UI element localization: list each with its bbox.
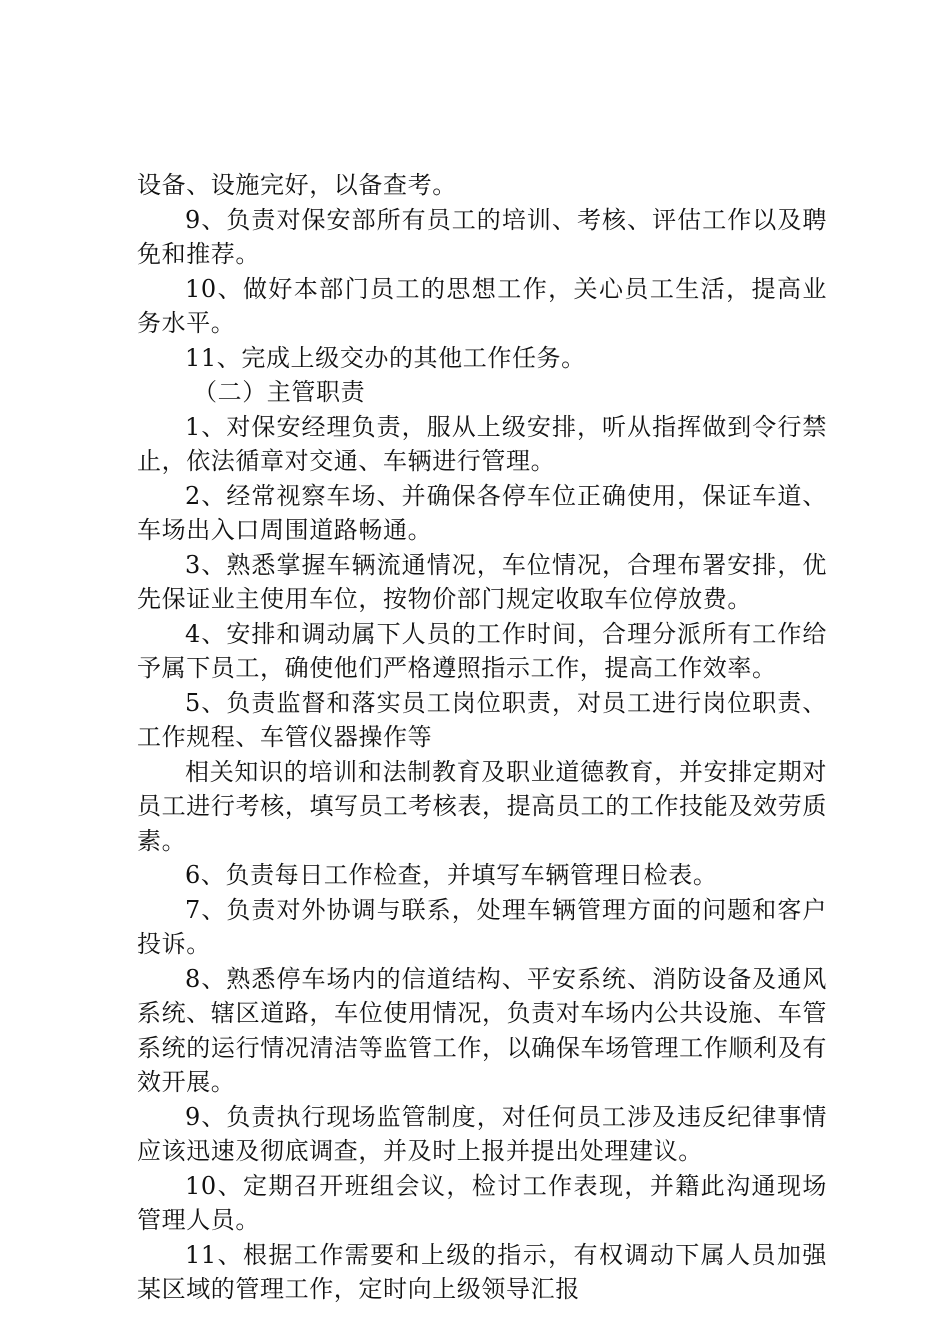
paragraph-item: 11、根据工作需要和上级的指示，有权调动下属人员加强某区域的管理工作，定时向上级领导汇报 [137,1240,827,1303]
paragraph-item-11: 11、完成上级交办的其他工作任务。 [185,343,586,372]
paragraph-item: 2、经常视察车场、并确保各停车位正确使用，保证车道、车场出入口周围道路畅通。 [137,481,827,544]
paragraph-continuation: 设备、设施完好，以备查考。 [137,171,457,199]
paragraph-item: 8、熟悉停车场内的信道结构、平安系统、消防设备及通风系统、辖区道路，车位使用情况，负责对车场内公共设施、车管系统的运行情况清洁等监管工作，以确保车场管理工作顺利及有效开展。 [137,964,827,1096]
paragraph-item-10: 10、做好本部门员工的思想工作，关心员工生活，提高业务水平。 [137,274,827,337]
paragraph-item: 相关知识的培训和法制教育及职业道德教育，并安排定期对员工进行考核，填写员工考核表，提高员工的工作技能及效劳质素。 [137,757,827,855]
paragraph-item: 4、安排和调动属下人员的工作时间，合理分派所有工作给予属下员工，确使他们严格遵照指示工作，提高工作效率。 [137,619,827,682]
paragraph-item: 7、负责对外协调与联系，处理车辆管理方面的问题和客户投诉。 [137,895,827,958]
paragraph-item: 6、负责每日工作检查，并填写车辆管理日检表。 [185,861,718,889]
paragraph-item: 3、熟悉掌握车辆流通情况，车位情况，合理布署安排，优先保证业主使用车位，按物价部门规定收取车位停放费。 [137,550,827,613]
paragraph-item: 1、对保安经理负责，服从上级安排，听从指挥做到令行禁止，依法循章对交通、车辆进行管理。 [137,412,827,475]
paragraph-item-9: 9、负责对保安部所有员工的培训、考核、评估工作以及聘免和推荐。 [137,205,827,268]
document-body [137,168,827,1307]
paragraph-item: 10、定期召开班组会议，检讨工作表现，并籍此沟通现场管理人员。 [137,1171,827,1234]
paragraph-item: 9、负责执行现场监管制度，对任何员工涉及违反纪律事情应该迅速及彻底调查，并及时上报并提出处理建议。 [137,1102,827,1165]
paragraph-item: 5、负责监督和落实员工岗位职责，对员工进行岗位职责、工作规程、车管仪器操作等 [137,688,827,751]
section-heading: （二）主管职责 [193,378,366,406]
